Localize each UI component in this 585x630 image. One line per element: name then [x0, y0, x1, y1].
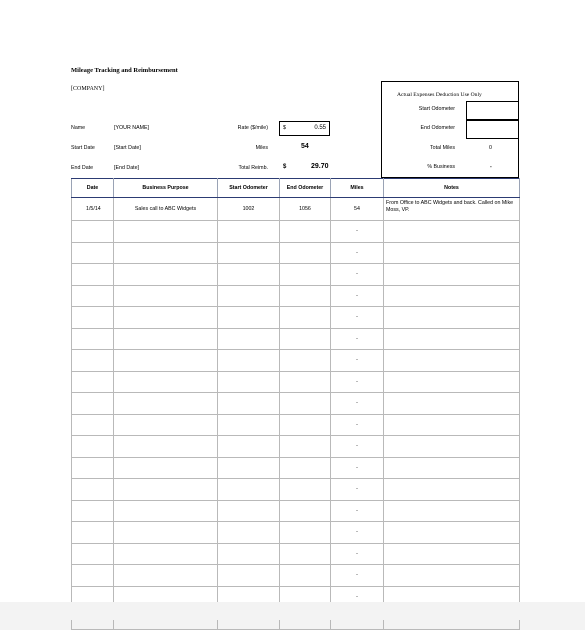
column-header-date: Date — [72, 179, 114, 198]
date-cell[interactable] — [72, 479, 114, 501]
miles-cell[interactable]: - — [331, 586, 384, 608]
end-odometer-cell[interactable] — [280, 522, 331, 544]
miles-cell[interactable]: - — [331, 328, 384, 350]
business-purpose-cell[interactable] — [114, 242, 218, 264]
table-row — [72, 285, 520, 307]
miles-cell[interactable]: - — [331, 242, 384, 264]
start-odometer-label: Start Odometer — [418, 106, 455, 112]
end-odometer-cell[interactable] — [280, 414, 331, 436]
total-miles-value: 0 — [489, 145, 492, 151]
notes-cell[interactable] — [384, 221, 520, 243]
table-row — [72, 242, 520, 264]
start-odometer-cell[interactable] — [218, 436, 280, 458]
business-percent-label: % Business — [427, 164, 455, 170]
miles-total-value: 54 — [301, 143, 309, 150]
miles-cell[interactable]: - — [331, 436, 384, 458]
start-odometer-cell[interactable] — [218, 457, 280, 479]
date-cell[interactable] — [72, 436, 114, 458]
end-odometer-cell[interactable] — [280, 264, 331, 286]
date-cell[interactable] — [72, 221, 114, 243]
column-header-miles: Miles — [331, 179, 384, 198]
date-cell[interactable] — [72, 500, 114, 522]
end-odometer-cell[interactable] — [280, 328, 331, 350]
end-odometer-cell[interactable] — [280, 393, 331, 415]
business-percent-value: - — [490, 164, 492, 170]
end-odometer-cell[interactable] — [280, 371, 331, 393]
business-purpose-cell[interactable] — [114, 371, 218, 393]
rate-currency: $ — [283, 125, 286, 131]
start-odometer-cell[interactable] — [218, 221, 280, 243]
end-odometer-label: End Odometer — [420, 125, 455, 131]
notes-cell[interactable] — [384, 285, 520, 307]
date-cell[interactable] — [72, 307, 114, 329]
business-purpose-cell[interactable] — [114, 565, 218, 587]
date-cell[interactable] — [72, 328, 114, 350]
business-purpose-cell[interactable] — [114, 350, 218, 372]
miles-cell[interactable]: - — [331, 371, 384, 393]
start-odometer-cell[interactable] — [218, 350, 280, 372]
notes-cell[interactable] — [384, 543, 520, 565]
start-odometer-cell[interactable] — [218, 307, 280, 329]
date-cell[interactable] — [72, 242, 114, 264]
total-miles-label: Total Miles — [429, 145, 455, 151]
miles-cell[interactable]: - — [331, 307, 384, 329]
miles-cell[interactable]: - — [331, 221, 384, 243]
start-odometer-cell[interactable] — [218, 328, 280, 350]
date-cell[interactable] — [72, 414, 114, 436]
table-row — [72, 221, 520, 243]
end-odometer-cell[interactable] — [280, 500, 331, 522]
business-purpose-cell[interactable] — [114, 307, 218, 329]
business-purpose-cell[interactable]: Sales call to ABC Widgets — [114, 198, 218, 221]
business-purpose-cell[interactable] — [114, 500, 218, 522]
miles-cell[interactable]: - — [331, 264, 384, 286]
table-header-row — [72, 179, 520, 198]
business-purpose-cell[interactable] — [114, 479, 218, 501]
end-odometer-input[interactable] — [466, 120, 519, 139]
miles-cell[interactable]: - — [331, 414, 384, 436]
table-row — [72, 350, 520, 372]
notes-cell[interactable] — [384, 479, 520, 501]
date-cell[interactable] — [72, 457, 114, 479]
business-purpose-cell[interactable] — [114, 328, 218, 350]
name-label: Name — [71, 125, 86, 131]
start-odometer-cell[interactable] — [218, 500, 280, 522]
date-cell[interactable] — [72, 285, 114, 307]
table-row — [72, 436, 520, 458]
column-header-end-odometer: End Odometer — [280, 179, 331, 198]
end-odometer-cell[interactable] — [280, 350, 331, 372]
miles-cell[interactable]: - — [331, 565, 384, 587]
date-cell[interactable] — [72, 371, 114, 393]
table-row — [72, 479, 520, 501]
notes-cell[interactable]: From Office to ABC Widgets and back. Called on Mike Moss, VP. — [384, 198, 520, 221]
notes-cell[interactable] — [384, 350, 520, 372]
business-purpose-cell[interactable] — [114, 285, 218, 307]
table-row — [72, 565, 520, 587]
business-purpose-cell[interactable] — [114, 414, 218, 436]
start-odometer-cell[interactable] — [218, 414, 280, 436]
date-cell[interactable] — [72, 565, 114, 587]
end-odometer-cell[interactable]: 1056 — [280, 198, 331, 221]
start-odometer-input[interactable] — [466, 101, 519, 120]
start-odometer-cell[interactable] — [218, 264, 280, 286]
table-row — [72, 371, 520, 393]
notes-cell[interactable] — [384, 436, 520, 458]
start-odometer-cell[interactable] — [218, 479, 280, 501]
column-header-start-odometer: Start Odometer — [218, 179, 280, 198]
start-odometer-cell[interactable] — [218, 522, 280, 544]
notes-cell[interactable] — [384, 307, 520, 329]
miles-cell[interactable]: - — [331, 500, 384, 522]
actual-expenses-title: Actual Expenses Deduction Use Only — [397, 92, 482, 98]
end-date-label: End Date — [71, 165, 94, 171]
column-header-business-purpose: Business Purpose — [114, 179, 218, 198]
miles-cell[interactable]: - — [331, 393, 384, 415]
notes-cell[interactable] — [384, 242, 520, 264]
miles-cell[interactable]: 54 — [331, 198, 384, 221]
start-odometer-cell[interactable] — [218, 543, 280, 565]
table-row — [72, 307, 520, 329]
rate-label: Rate ($/mile) — [237, 125, 268, 131]
business-purpose-cell[interactable] — [114, 522, 218, 544]
end-odometer-cell[interactable] — [280, 565, 331, 587]
notes-cell[interactable] — [384, 264, 520, 286]
business-purpose-cell[interactable] — [114, 264, 218, 286]
end-odometer-cell[interactable] — [280, 221, 331, 243]
start-date-value[interactable]: [Start Date] — [114, 145, 141, 151]
table-row — [72, 543, 520, 565]
start-odometer-cell[interactable] — [218, 393, 280, 415]
end-odometer-cell[interactable] — [280, 242, 331, 264]
date-cell[interactable] — [72, 350, 114, 372]
table-row — [72, 393, 520, 415]
start-odometer-cell[interactable] — [218, 242, 280, 264]
business-purpose-cell[interactable] — [114, 221, 218, 243]
table-body — [72, 198, 520, 630]
end-odometer-cell[interactable] — [280, 436, 331, 458]
notes-cell[interactable] — [384, 371, 520, 393]
table-row — [72, 500, 520, 522]
end-odometer-cell[interactable] — [280, 479, 331, 501]
miles-cell[interactable]: - — [331, 350, 384, 372]
start-odometer-cell[interactable] — [218, 285, 280, 307]
notes-cell[interactable] — [384, 500, 520, 522]
rate-value[interactable]: 0.55 — [314, 125, 326, 131]
start-odometer-cell[interactable] — [218, 565, 280, 587]
total-currency: $ — [283, 164, 287, 170]
date-cell[interactable]: 1/5/14 — [72, 198, 114, 221]
miles-cell[interactable]: - — [331, 479, 384, 501]
notes-cell[interactable] — [384, 393, 520, 415]
notes-cell[interactable] — [384, 522, 520, 544]
total-reimb-value: 29.70 — [311, 163, 329, 170]
end-odometer-cell[interactable] — [280, 307, 331, 329]
name-value[interactable]: [YOUR NAME] — [114, 125, 150, 131]
column-header-notes: Notes — [384, 179, 520, 198]
business-purpose-cell[interactable] — [114, 393, 218, 415]
end-odometer-cell[interactable] — [280, 457, 331, 479]
date-cell[interactable] — [72, 543, 114, 565]
date-cell[interactable] — [72, 393, 114, 415]
date-cell[interactable] — [72, 522, 114, 544]
total-reimb-label: Total Reimb. — [238, 165, 268, 171]
miles-cell[interactable]: - — [331, 285, 384, 307]
start-date-label: Start Date — [71, 145, 95, 151]
table-row — [72, 414, 520, 436]
miles-cell[interactable]: - — [331, 543, 384, 565]
business-purpose-cell[interactable] — [114, 457, 218, 479]
notes-cell[interactable] — [384, 414, 520, 436]
company-name: [COMPANY] — [71, 86, 105, 92]
business-purpose-cell[interactable] — [114, 543, 218, 565]
start-odometer-cell[interactable] — [218, 371, 280, 393]
miles-cell[interactable]: - — [331, 522, 384, 544]
notes-cell[interactable] — [384, 328, 520, 350]
end-odometer-cell[interactable] — [280, 543, 331, 565]
table-row — [72, 522, 520, 544]
table-row — [72, 328, 520, 350]
table-row — [72, 198, 520, 221]
document-title: Mileage Tracking and Reimbursement — [71, 67, 178, 74]
date-cell[interactable] — [72, 264, 114, 286]
end-odometer-cell[interactable] — [280, 285, 331, 307]
notes-cell[interactable] — [384, 565, 520, 587]
table-row — [72, 457, 520, 479]
miles-label: Miles — [255, 145, 268, 151]
miles-cell[interactable]: - — [331, 457, 384, 479]
page-bottom-margin — [0, 602, 585, 620]
end-date-value[interactable]: [End Date] — [114, 165, 140, 171]
table-row — [72, 264, 520, 286]
start-odometer-cell[interactable]: 1002 — [218, 198, 280, 221]
notes-cell[interactable] — [384, 457, 520, 479]
mileage-log-table — [71, 178, 520, 630]
business-purpose-cell[interactable] — [114, 436, 218, 458]
